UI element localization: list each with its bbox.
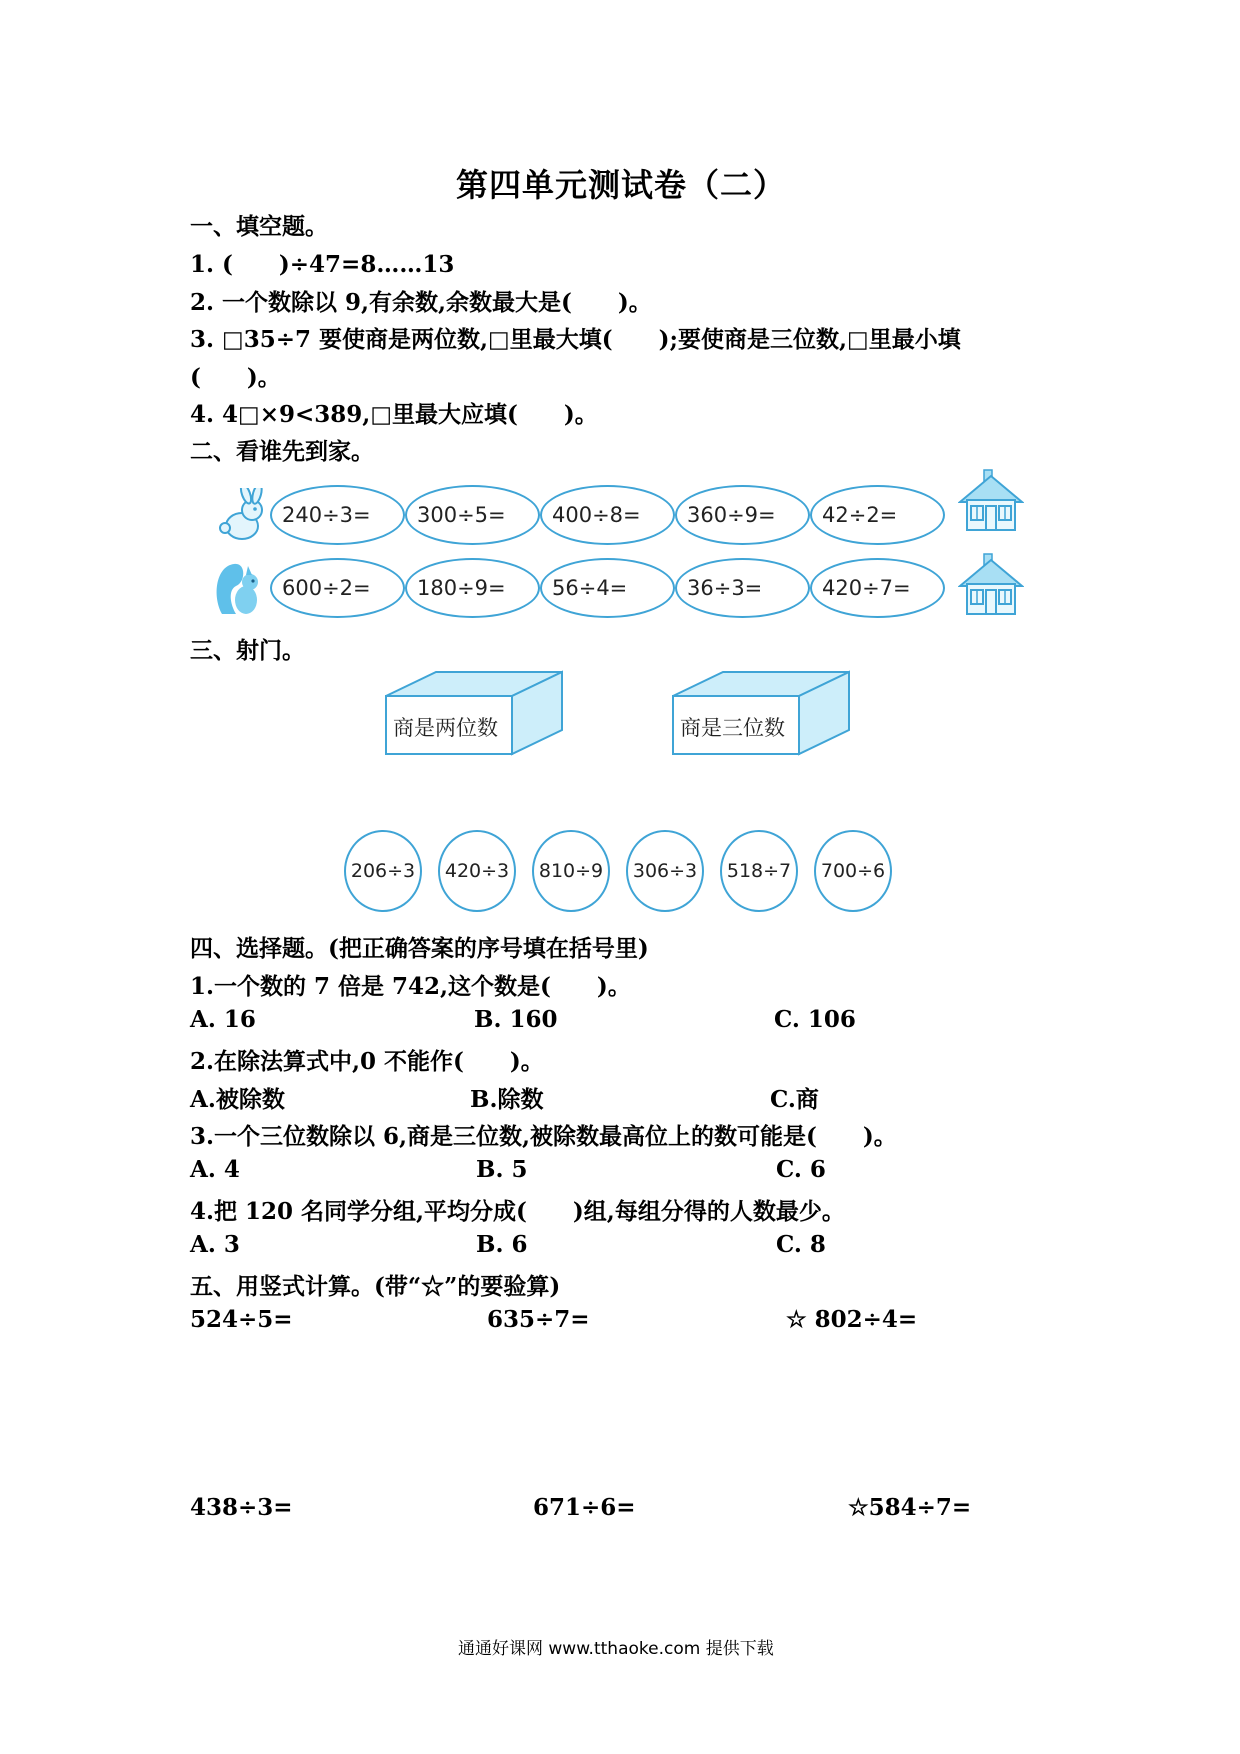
- ball-item: 420÷3: [438, 830, 516, 912]
- option-a: A. 4: [190, 1156, 240, 1183]
- calc-problem: 635÷7=: [487, 1306, 590, 1333]
- section-2-heading: 二、看谁先到家。: [190, 438, 374, 465]
- question-4-3: 3.一个三位数除以 6,商是三位数,被除数最高位上的数可能是( )。: [190, 1123, 897, 1150]
- option-a: A. 3: [190, 1231, 240, 1258]
- house-icon: [958, 468, 1024, 534]
- race-row1-item: 240÷3=: [270, 485, 405, 545]
- race-row2-item: 36÷3=: [675, 558, 810, 618]
- race-row1-item: 400÷8=: [540, 485, 675, 545]
- option-a: A. 16: [190, 1006, 256, 1033]
- question-1-2: 2. 一个数除以 9,有余数,余数最大是( )。: [190, 289, 652, 316]
- section-1-heading: 一、填空题。: [190, 213, 328, 240]
- calc-problem: 438÷3=: [190, 1494, 293, 1521]
- ball-item: 206÷3: [344, 830, 422, 912]
- section-4-heading: 四、选择题。(把正确答案的序号填在括号里): [190, 935, 649, 962]
- ball-item: 518÷7: [720, 830, 798, 912]
- question-1-1: 1. ( )÷47=8……13: [190, 251, 455, 278]
- option-b: B. 5: [476, 1156, 528, 1183]
- race-row2-item: 180÷9=: [405, 558, 540, 618]
- goal-box-three-digit: [667, 668, 857, 758]
- rabbit-icon: [212, 488, 268, 544]
- goal-label: 商是两位数: [393, 716, 498, 740]
- question-4-4: 4.把 120 名同学分组,平均分成( )组,每组分得的人数最少。: [190, 1198, 845, 1225]
- race-row2-item: 600÷2=: [270, 558, 405, 618]
- section-3-heading: 三、射门。: [190, 637, 305, 664]
- house-icon: [958, 552, 1024, 618]
- calc-problem: ☆ 802÷4=: [786, 1306, 918, 1333]
- goal-box-two-digit: [380, 668, 570, 758]
- race-row1-item: 42÷2=: [810, 485, 945, 545]
- calc-problem: 671÷6=: [533, 1494, 636, 1521]
- race-row1-item: 300÷5=: [405, 485, 540, 545]
- race-row2-item: 56÷4=: [540, 558, 675, 618]
- option-c: C. 6: [776, 1156, 826, 1183]
- option-a: A.被除数: [190, 1086, 285, 1113]
- question-1-3a: 3. □35÷7 要使商是两位数,□里最大填( );要使商是三位数,□里最小填: [190, 326, 961, 353]
- calc-problem: ☆584÷7=: [848, 1494, 972, 1521]
- question-4-1: 1.一个数的 7 倍是 742,这个数是( )。: [190, 973, 631, 1000]
- squirrel-icon: [212, 556, 266, 618]
- option-c: C. 8: [776, 1231, 826, 1258]
- option-b: B.除数: [470, 1086, 544, 1113]
- race-row2-item: 420÷7=: [810, 558, 945, 618]
- ball-item: 306÷3: [626, 830, 704, 912]
- section-5-heading: 五、用竖式计算。(带“☆”的要验算): [190, 1273, 561, 1300]
- goal-label: 商是三位数: [680, 716, 785, 740]
- calc-problem: 524÷5=: [190, 1306, 293, 1333]
- option-b: B. 6: [476, 1231, 528, 1258]
- question-1-3b: ( )。: [190, 364, 281, 391]
- option-b: B. 160: [474, 1006, 558, 1033]
- footer-text: 通通好课网 www.tthaoke.com 提供下载: [458, 1639, 774, 1659]
- question-1-4: 4. 4□×9<389,□里最大应填( )。: [190, 401, 598, 428]
- ball-item: 810÷9: [532, 830, 610, 912]
- option-c: C. 106: [774, 1006, 856, 1033]
- ball-item: 700÷6: [814, 830, 892, 912]
- question-4-2: 2.在除法算式中,0 不能作( )。: [190, 1048, 544, 1075]
- option-c: C.商: [770, 1086, 819, 1113]
- page-title: 第四单元测试卷（二）: [456, 166, 787, 204]
- race-row1-item: 360÷9=: [675, 485, 810, 545]
